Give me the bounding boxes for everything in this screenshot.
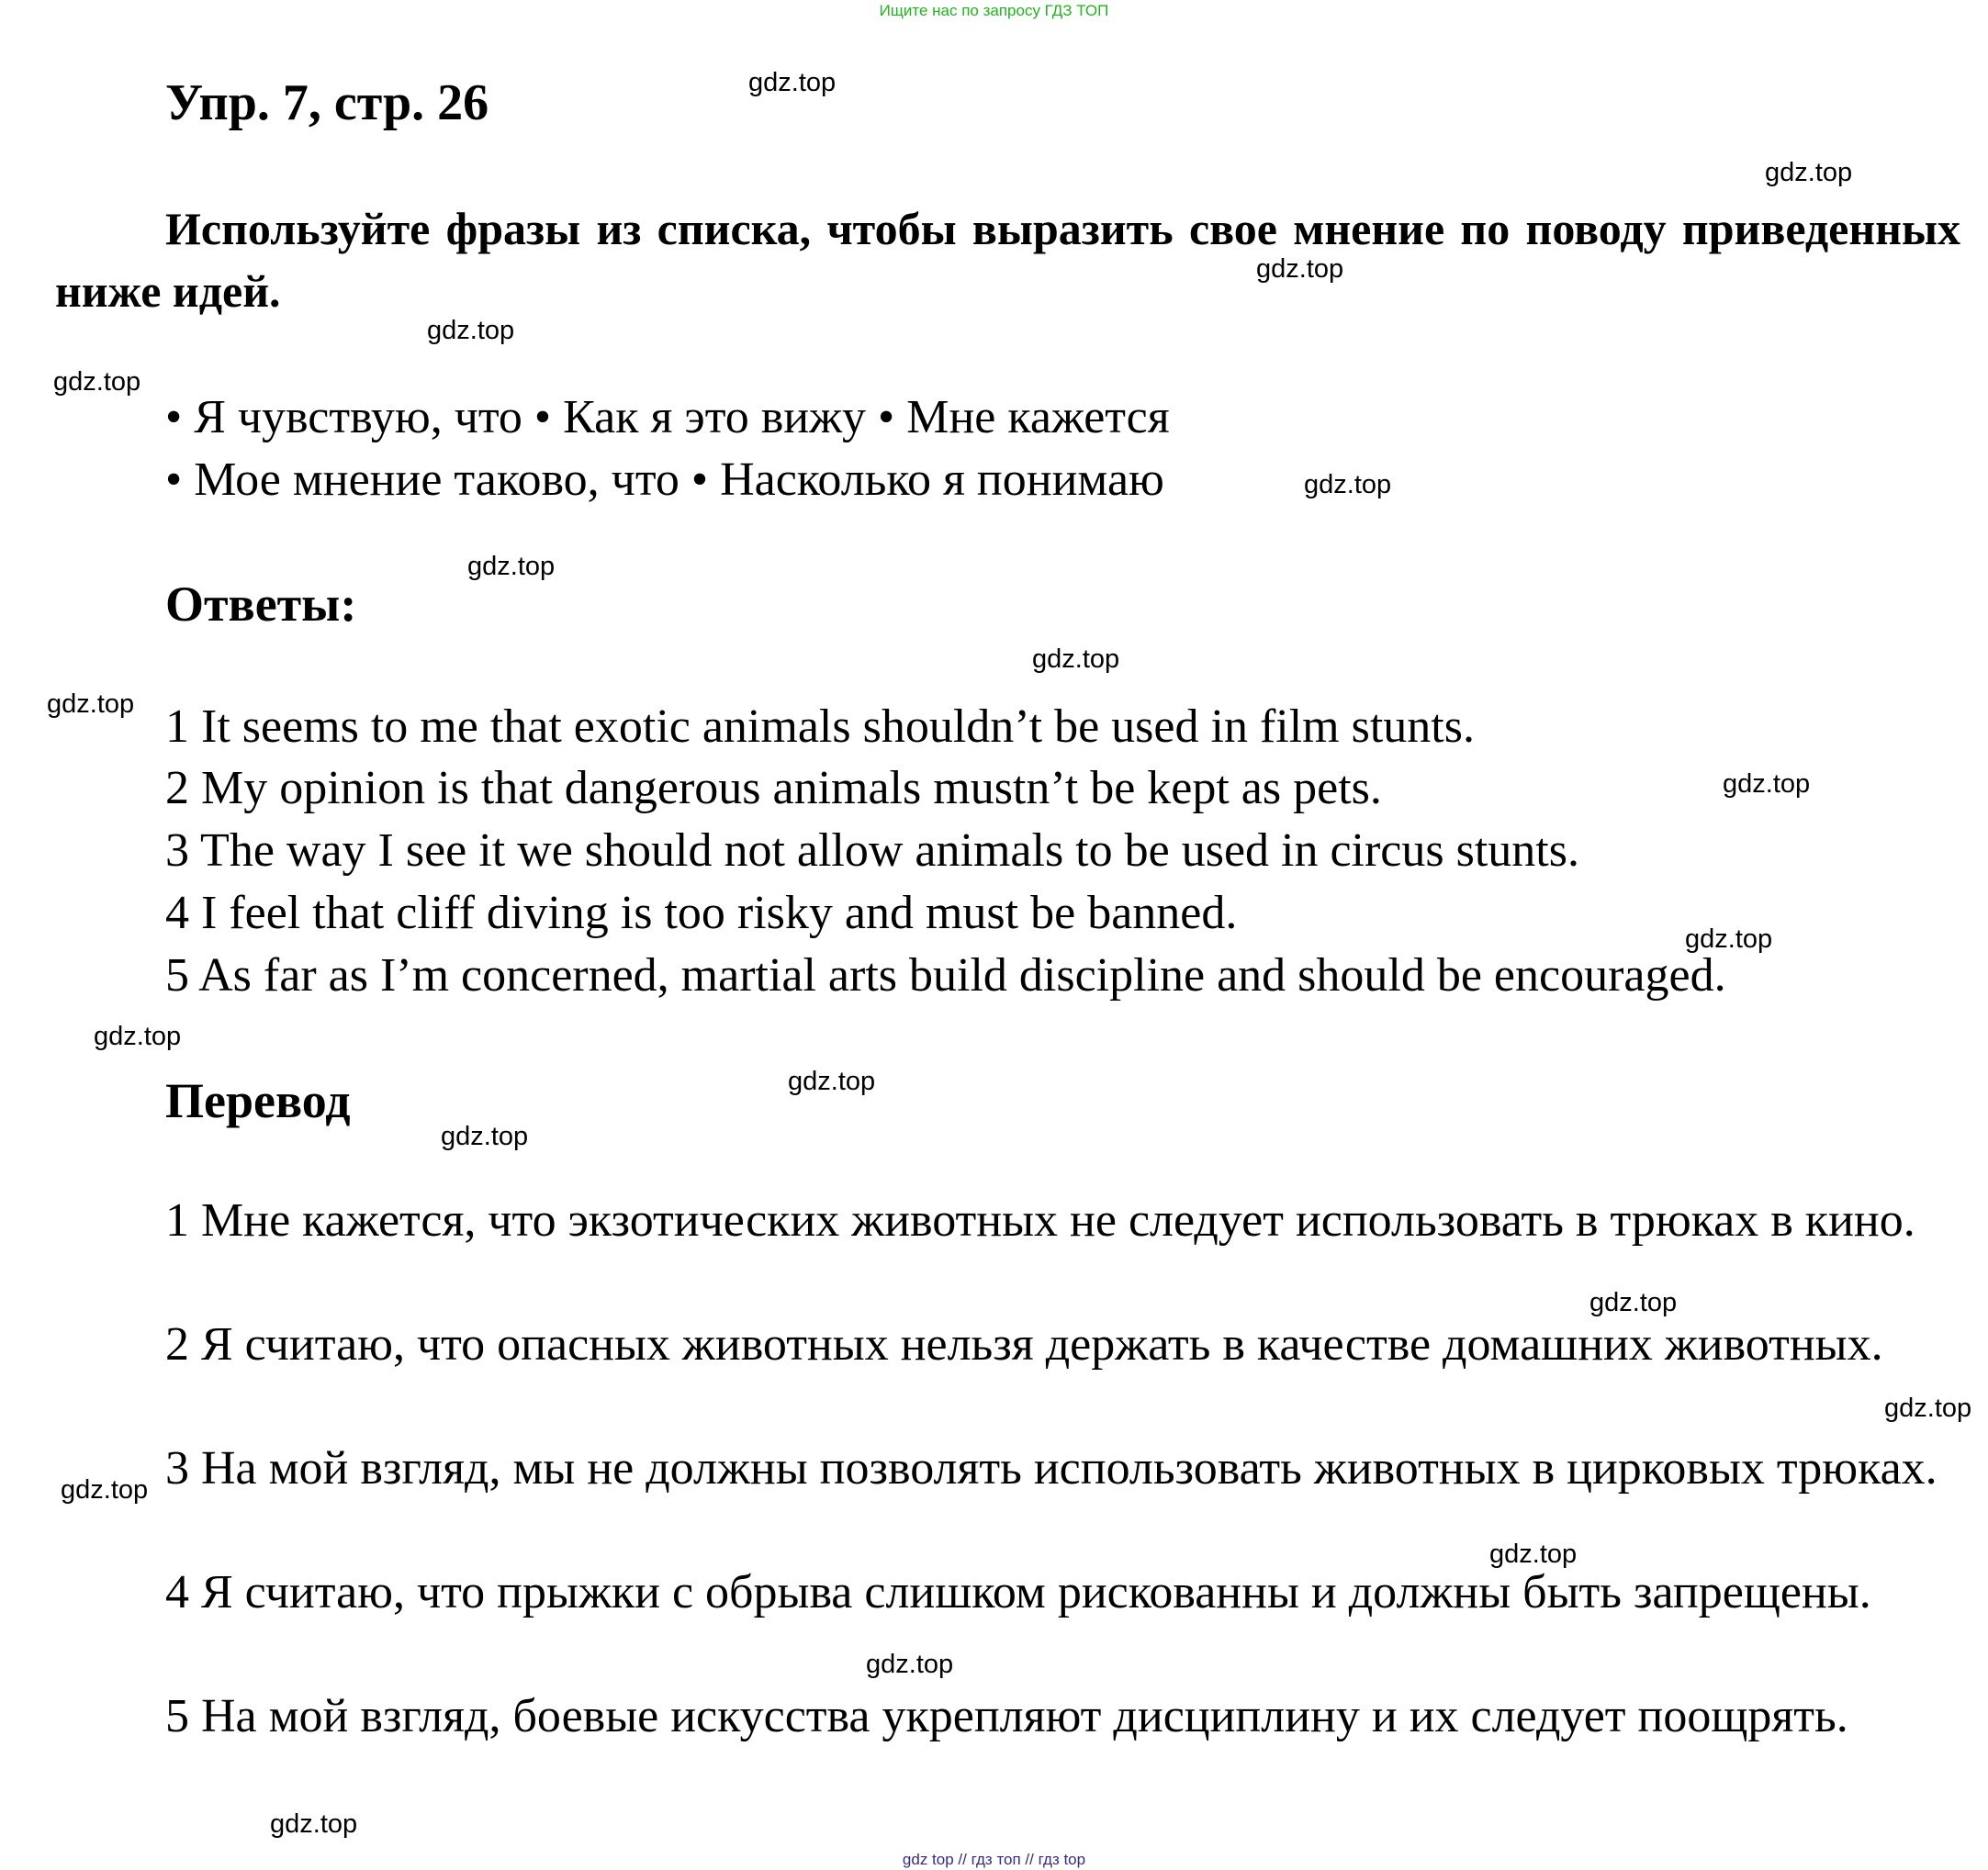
watermark: gdz.top [1884,1394,1972,1423]
translation-2: 2 Я считаю, что опасных животных нельзя держать в качестве домашних животных. [165,1318,1883,1371]
watermark: gdz.top [1304,470,1392,499]
answer-line-4: 4 I feel that cliff diving is too risky and must be banned. [165,887,1238,939]
phrase-line-1: • Я чувствую, что • Как я это вижу • Мне кажется [165,391,1170,443]
top-search-note: Ищите нас по запросу ГДЗ ТОП [879,2,1109,19]
translation-4: 4 Я считаю, что прыжки с обрыва слишком рискованны и должны быть запрещены. [165,1566,1871,1618]
footer-note: gdz top // гдз топ // гдз top [902,1851,1086,1868]
watermark: gdz.top [1589,1288,1678,1317]
watermark: gdz.top [866,1650,954,1679]
task-instruction: Используйте фразы из списка, чтобы выразить свое мнение по поводу приведенных ниже идей. [55,203,1960,317]
watermark: gdz.top [1032,644,1120,674]
answer-line-1: 1 It seems to me that exotic animals shouldn’t be used in film stunts. [165,700,1475,753]
watermark: gdz.top [427,316,515,345]
translation-5: 5 На мой взгляд, боевые искусства укрепляют дисциплину и их следует поощрять. [165,1690,1848,1742]
watermark: gdz.top [270,1809,358,1839]
watermark: gdz.top [61,1475,149,1505]
watermark: gdz.top [748,68,837,97]
watermark: gdz.top [1256,254,1344,284]
answers-heading: Ответы: [165,577,357,632]
translation-3: 3 На мой взгляд, мы не должны позволять использовать животных в цирковых трюках. [165,1442,1937,1495]
watermark: gdz.top [47,689,135,719]
page-title: Упр. 7, стр. 26 [165,74,489,131]
watermark: gdz.top [441,1122,529,1151]
watermark: gdz.top [467,552,556,581]
answer-line-3: 3 The way I see it we should not allow animals to be used in circus stunts. [165,824,1579,877]
phrase-line-2: • Мое мнение таково, что • Насколько я понимаю [165,454,1164,506]
answer-line-2: 2 My opinion is that dangerous animals mustn’t be kept as pets. [165,762,1382,814]
watermark: gdz.top [1685,924,1773,954]
translation-1: 1 Мне кажется, что экзотических животных не следует использовать в трюках в кино. [165,1194,1915,1247]
translation-heading: Перевод [165,1073,351,1128]
watermark: gdz.top [788,1067,876,1096]
watermark: gdz.top [1765,158,1853,187]
watermark: gdz.top [1723,769,1811,799]
answer-line-5: 5 As far as I’m concerned, martial arts build discipline and should be encouraged. [165,949,1726,1002]
watermark: gdz.top [1489,1540,1578,1569]
watermark: gdz.top [94,1022,182,1051]
watermark: gdz.top [53,367,141,397]
